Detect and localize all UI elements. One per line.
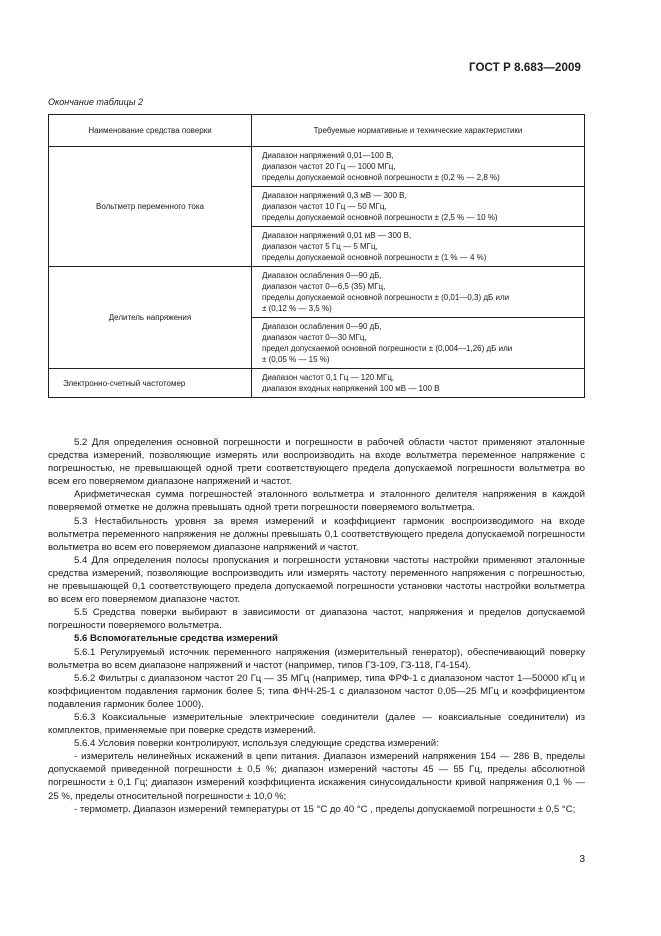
characteristic-line: ± (0,05 % — 15 %): [262, 355, 330, 364]
characteristic-line: пределы допускаемой основной погрешности ± (1 % — 4 %): [262, 253, 487, 262]
characteristic-line: диапазон входных напряжений 100 мВ — 100 В: [262, 384, 440, 393]
paragraph: 5.6.2 Фильтры с диапазоном частот 20 Гц — 35 МГц (например, типа ФРФ-1 с диапазоном частот 1—50000 кГц и коэффициентом подавления гармоник более 5; типа ФНЧ-25-1 с диапазоном частот 0,05—25 МГц и коэффициентом подавления гармоник более 1000).: [48, 672, 585, 710]
paragraph: 5.6.4 Условия поверки контролируют, используя следующие средства измерений:: [74, 738, 439, 750]
characteristic-line: Диапазон напряжений 0,01 мВ — 300 В,: [262, 231, 412, 240]
characteristic-line: ± (0,12 % — 3,5 %): [262, 304, 332, 313]
paragraph: - измеритель нелинейных искажений в цепи питания. Диапазон измерений напряжения 154 — 286 В, пределы допускаемой приведенной погрешности ± 0,5 %; диапазон измерений частоты 45 — 55 Гц, пределы абсолютной погрешности ± 0,1 Гц; диапазон измерений коэффициента искажения синусоидальности кривой напряжения 0,1 % — 25 %, пределы относительной погрешности ± 10,0 %;: [48, 751, 585, 802]
section-heading: 5.6 Вспомогательные средства измерений: [74, 633, 278, 645]
paragraph: 5.6.1 Регулируемый источник переменного напряжения (измерительный генератор), обеспечивающий поверку вольтметра во всем диапазоне напряжений и частот (например, типов ГЗ-109, ГЗ-118, Г4-154).: [48, 646, 585, 671]
table-header-row: [49, 115, 585, 147]
document-header: ГОСТ Р 8.683—2009: [469, 62, 581, 74]
characteristics-cell: [252, 147, 585, 187]
characteristic-line: Диапазон напряжений 0,3 мВ — 300 В,: [262, 191, 407, 200]
characteristic-line: Диапазон ослабления 0—90 дБ,: [262, 271, 382, 280]
page-number: 3: [579, 854, 585, 865]
table-row: [49, 267, 585, 318]
characteristic-line: диапазон частот 0—6,5 (35) МГц,: [262, 282, 386, 291]
body-text: [48, 436, 585, 816]
characteristic-line: диапазон частот 5 Гц — 5 МГц,: [262, 242, 378, 251]
paragraph: - термометр. Диапазон измерений температуры от 15 °С до 40 °С , пределы допускаемой погрешности ± 0,5 °С;: [74, 803, 576, 815]
characteristic-line: диапазон частот 10 Гц — 50 МГц,: [262, 202, 387, 211]
characteristic-line: Диапазон напряжений 0,01—100 В,: [262, 151, 394, 160]
characteristic-line: пределы допускаемой основной погрешности ± (0,2 % — 2,8 %): [262, 173, 500, 182]
characteristic-line: предел допускаемой основной погрешности ± (0,004—1,26) дБ или: [262, 344, 513, 353]
instrument-name-cell: Электронно-счетный частотомер: [49, 369, 252, 398]
table-caption: Окончание таблицы 2: [48, 97, 143, 107]
instrument-name-cell: Делитель напряжения: [49, 267, 252, 369]
paragraph: 5.3 Нестабильность уровня за время измерений и коэффициент гармоник воспроизводимого на входе вольтметра переменного напряжения не должны превышать 0,1 соответствующего предела допускаемой погрешности вольтметра во всем его поверяемом диапазоне напряжений и частот.: [48, 515, 585, 553]
column-header-characteristics: Требуемые нормативные и технические характеристики: [252, 115, 585, 147]
paragraph: Арифметическая сумма погрешностей эталонного вольтметра и эталонного делителя напряжения в каждой поверяемой отметке не должна превышать одной трети погрешности поверяемого вольтметра.: [48, 489, 585, 514]
characteristic-line: диапазон частот 20 Гц — 1000 МГц,: [262, 162, 396, 171]
characteristic-line: Диапазон частот 0,1 Гц — 120 МГц,: [262, 373, 395, 382]
characteristics-cell: [252, 227, 585, 267]
characteristic-line: диапазон частот 0—30 МГц,: [262, 333, 367, 342]
characteristics-cell: [252, 267, 585, 318]
paragraph: 5.2 Для определения основной погрешности и погрешности в рабочей области частот применяют эталонные средства измерений, позволяющие измерять или воспроизводить на входе вольтметра переменное напряжение с погрешностью, не превышающей одной трети соответствующего предела допускаемой погрешности вольтметра во всем его поверяемом диапазоне напряжений и частот.: [48, 437, 585, 488]
characteristics-cell: [252, 318, 585, 369]
specification-table: [48, 114, 585, 398]
characteristic-line: Диапазон ослабления 0—90 дБ,: [262, 322, 382, 331]
paragraph: 5.5 Средства поверки выбирают в зависимости от диапазона частот, напряжения и пределов допускаемой погрешности поверяемого вольтметра.: [48, 607, 585, 632]
instrument-name-cell: Вольтметр переменного тока: [49, 147, 252, 267]
characteristic-line: пределы допускаемой основной погрешности ± (0,01—0,3) дБ или: [262, 293, 510, 302]
paragraph: 5.6.3 Коаксиальные измерительные электрические соединители (далее — коаксиальные соединители) из комплектов, применяемые при поверке средств измерений.: [48, 711, 585, 737]
table-row: [49, 147, 585, 187]
paragraph: 5.4 Для определения полосы пропускания и погрешности установки частоты настройки применяют эталонные средства измерений, позволяющие воспроизводить или измерять частоту переменного напряжения с погрешностью, не превышающей 0,1 соответствующего предела допускаемой погрешности установки частоты настройки вольтметра во всем его поверяемом диапазоне частот.: [48, 554, 585, 606]
characteristics-cell: [252, 187, 585, 227]
characteristics-cell: [252, 369, 585, 398]
column-header-name: Наименование средства поверки: [49, 115, 252, 147]
characteristic-line: пределы допускаемой основной погрешности ± (2,5 % — 10 %): [262, 213, 498, 222]
table-row: [49, 369, 585, 398]
